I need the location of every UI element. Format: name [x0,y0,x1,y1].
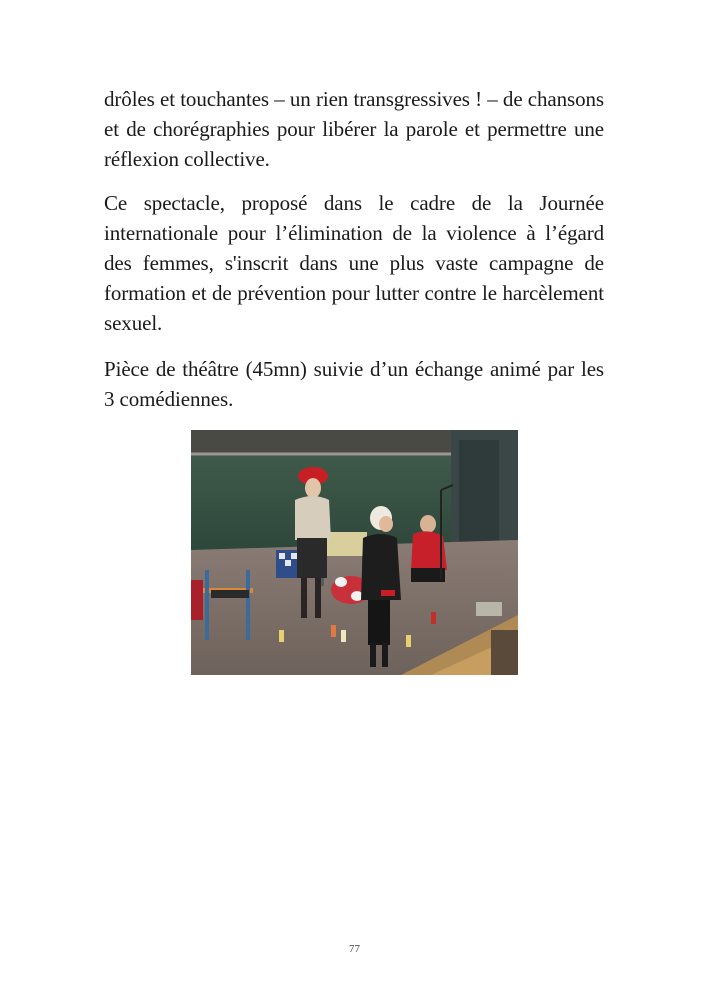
stage-performance-photo [191,430,518,675]
photo-illustration [191,430,518,675]
paragraph-text: Pièce de théâtre (45mn) suivie d’un échange animé par les 3 comédiennes. [104,357,604,411]
paragraph-1 [104,84,604,174]
paragraph-2 [104,188,604,338]
paragraph-text: Ce spectacle, proposé dans le cadre de la Journée internationale pour l’élimination de la violence à l’égard des femmes, s'inscrit dans une plus vaste campagne de formation et de prévention pour lutter contre le harcèlement sexuel. [104,191,604,335]
page-number: 77 [349,943,360,955]
paragraph-3 [104,354,604,414]
paragraph-text: drôles et touchantes – un rien transgressives ! – de chansons et de chorégraphies pour libérer la parole et permettre une réflexion collective. [104,87,604,171]
